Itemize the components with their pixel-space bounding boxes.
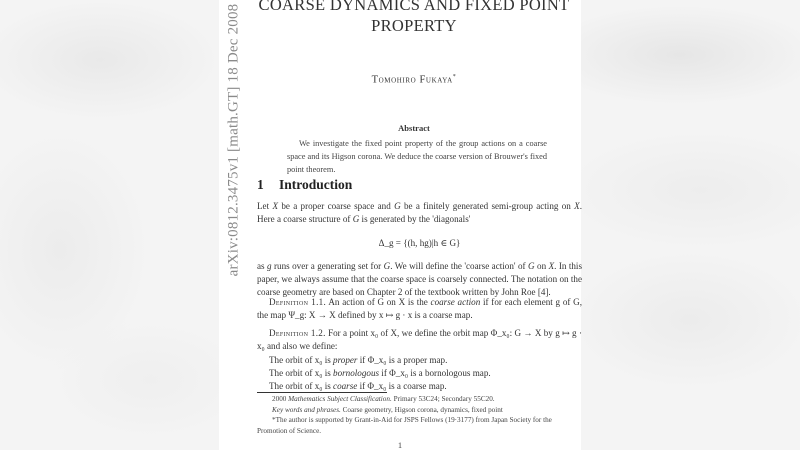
text: is generated by the 'diagonals' — [359, 214, 471, 225]
intro-paragraph-2 — [257, 260, 582, 300]
author-name: Tomohiro Fukaya — [371, 74, 453, 86]
math-g: G — [528, 260, 535, 271]
text: as — [257, 260, 268, 271]
math-x: X — [574, 201, 580, 211]
paper-title — [249, 0, 579, 36]
math-g: G — [394, 201, 401, 211]
text: if for each element g of G, the map Ψ_g: X → X defined by x ↦ g · x is a coarse map. — [257, 297, 582, 321]
equation-diagonals: Δ_g = {(h, hg)|h ∈ G} — [378, 237, 461, 248]
text: The orbit of x₀ is — [269, 367, 334, 378]
footnote-support: *The author is supported by Grant-in-Aid for JSPS Fellows (19·3177) from Japan Society for the Promotion of Science. — [257, 416, 552, 435]
text: An action of G on X is the — [326, 297, 431, 307]
section-title: Introduction — [279, 177, 353, 192]
footnotes — [257, 394, 582, 436]
emphasis: bornologous — [333, 367, 380, 378]
paper-page — [219, 0, 581, 450]
definition-label: Definition 1.2. — [269, 328, 326, 338]
text: The orbit of x₀ is — [269, 381, 334, 392]
text: . Here a coarse structure of — [257, 201, 582, 225]
footnote-keywords — [257, 405, 582, 416]
arxiv-stamp-text: arXiv:0812.3475v1 [math.GT] 18 Dec 2008 — [225, 3, 242, 277]
text: if Φ_x₀ is a proper map. — [357, 354, 448, 365]
text: if Φ_x₀ is a coarse map. — [357, 381, 447, 392]
title-line-2: PROPERTY — [371, 16, 457, 35]
section-number: 1 — [257, 177, 264, 192]
emphasis: proper — [333, 354, 358, 365]
emphasis: coarse — [333, 381, 358, 392]
footnote-rule — [257, 392, 387, 393]
definition-1-1 — [257, 296, 582, 323]
abstract-text: We investigate the fixed point property of the group actions on a coarse space and its Higson corona. We deduce the coarse version of Brouwer's fixed point theorem. — [287, 139, 547, 174]
text: Let — [257, 201, 273, 211]
orbit-item-bornologous — [257, 367, 582, 380]
text: . We will define the 'coarse action' of — [390, 260, 528, 271]
text: 2000 — [272, 395, 289, 403]
intro-text — [257, 200, 582, 300]
page-number: 1 — [397, 440, 403, 450]
text: on — [534, 260, 549, 271]
text: be a finitely generated semi-group acting on — [400, 201, 575, 211]
text: Primary 53C24; Secondary 55C20. — [391, 395, 495, 403]
math-x: X — [272, 201, 278, 211]
arxiv-stamp — [219, 0, 249, 280]
footnote-msc — [257, 394, 582, 405]
emphasis: Key words and phrases. — [272, 405, 341, 414]
text: For a point x₀ of X, we define the orbit map Φ_x₀: G → X by g ↦ g · x₀ and also we define: — [257, 328, 582, 352]
text: The orbit of x₀ is — [269, 354, 334, 365]
definition-text — [257, 296, 582, 323]
text: . In this paper, we always assume that the coarse space is coarsely connected. The notation on the coarse geometry are based on Chapter 2 of the textbook written by John Roe [4]. — [257, 260, 582, 298]
math-x: X — [548, 260, 555, 271]
definition-label: Definition 1.1. — [269, 297, 327, 307]
abstract-body — [287, 137, 547, 176]
intro-paragraph-1 — [257, 200, 582, 227]
section-heading — [257, 177, 352, 193]
math-g-lower: g — [267, 260, 272, 271]
emphasis: Mathematics Subject Classification. — [288, 395, 392, 403]
title-line-1: COARSE DYNAMICS AND FIXED POINT — [258, 0, 570, 14]
text: Coarse geometry, Higson corona, dynamics, fixed point — [340, 405, 503, 414]
text: runs over a generating set for — [271, 260, 384, 271]
definition-text — [257, 327, 582, 354]
abstract-heading: Abstract — [398, 123, 430, 133]
math-g: G — [383, 260, 391, 271]
author — [249, 74, 579, 86]
text: if Φ_x₀ is a bornologous map. — [379, 367, 491, 378]
orbit-item-proper — [257, 354, 582, 367]
definition-1-2 — [257, 327, 582, 393]
author-footnote-mark: * — [452, 74, 457, 80]
text: be a proper coarse space and — [278, 201, 395, 211]
math-g: G — [352, 214, 360, 225]
emphasis: coarse action — [430, 297, 481, 307]
